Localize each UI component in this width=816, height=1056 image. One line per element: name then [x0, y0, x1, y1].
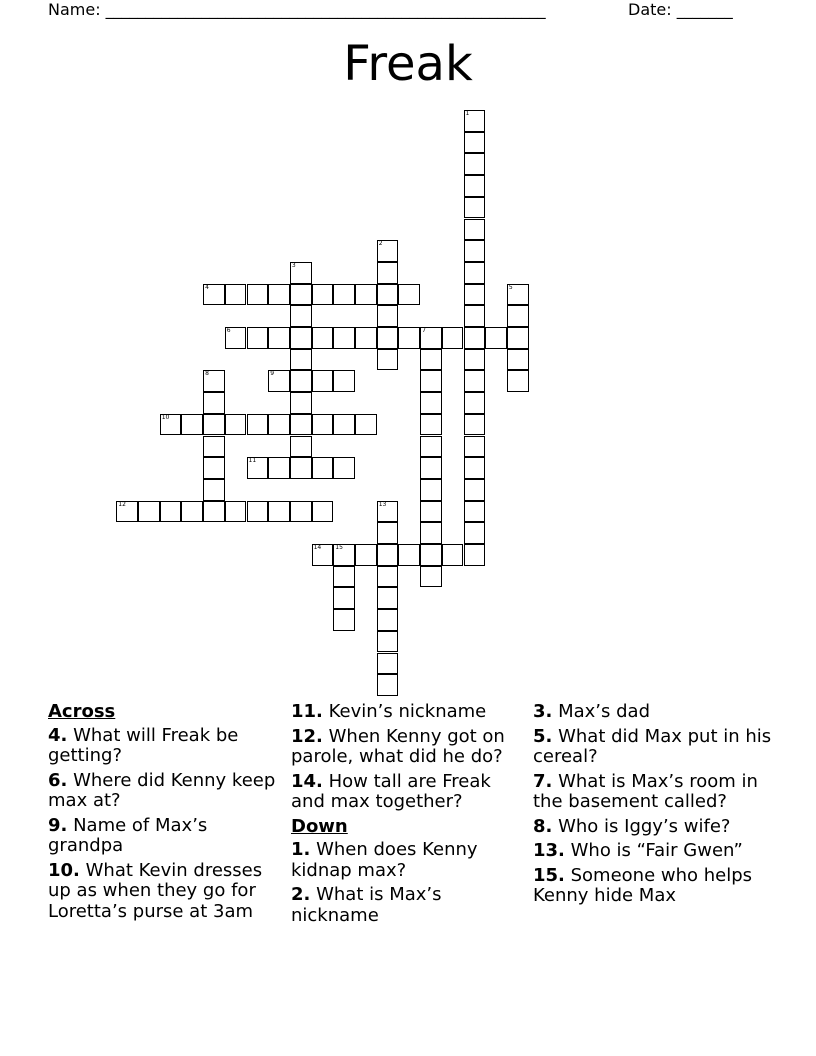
clue-text: Someone who helps Kenny hide Max [533, 864, 753, 906]
clue-number: 5. [533, 725, 553, 747]
grid-cell[interactable] [464, 544, 486, 566]
grid-cell[interactable] [442, 544, 464, 566]
cell-number: 15 [335, 544, 343, 551]
clue-text: How tall are Freak and max together? [291, 770, 491, 812]
grid-cell[interactable] [420, 457, 442, 479]
grid-cell[interactable] [225, 501, 247, 523]
grid-cell[interactable] [225, 284, 247, 306]
down-clue [533, 702, 773, 723]
grid-cell[interactable] [442, 327, 464, 349]
grid-cell[interactable] [333, 544, 355, 566]
grid-cell[interactable] [420, 327, 442, 349]
clue-number: 3. [533, 701, 553, 722]
clue-text: When Kenny got on parole, what did he do? [291, 725, 505, 767]
grid-cell[interactable] [420, 479, 442, 501]
grid-cell[interactable] [290, 436, 312, 458]
grid-cell[interactable] [116, 501, 138, 523]
clue-text: What Kevin dresses up as when they go for Loretta’s purse at 3am [48, 859, 263, 922]
grid-cell[interactable] [160, 501, 182, 523]
grid-cell[interactable] [333, 284, 355, 306]
clue-text: Who is Iggy’s wife? [552, 815, 731, 837]
down-clue [533, 727, 773, 768]
clues-column-2 [291, 702, 527, 930]
grid-cell[interactable] [333, 457, 355, 479]
down-clue [533, 817, 773, 838]
page-title: Freak [343, 36, 473, 92]
grid-cell[interactable] [203, 284, 225, 306]
cell-number: 9 [270, 370, 275, 378]
grid-cell[interactable] [507, 305, 529, 327]
grid-cell[interactable] [333, 566, 355, 588]
grid-cell[interactable] [464, 305, 486, 327]
across-clue [291, 727, 527, 768]
grid-cell[interactable] [247, 501, 269, 523]
grid-cell[interactable] [464, 132, 486, 154]
grid-cell[interactable] [464, 370, 486, 392]
clue-text: What will Freak be getting? [48, 724, 239, 766]
grid-cell[interactable] [247, 414, 269, 436]
grid-cell[interactable] [464, 240, 486, 262]
grid-cell[interactable] [203, 414, 225, 436]
grid-cell[interactable] [290, 457, 312, 479]
grid-cell[interactable] [464, 110, 486, 132]
down-heading: Down [291, 815, 348, 837]
grid-cell[interactable] [290, 414, 312, 436]
grid-cell[interactable] [377, 522, 399, 544]
down-clue [291, 885, 527, 926]
cell-number: 6 [226, 327, 231, 334]
grid-cell[interactable] [398, 327, 420, 349]
clue-number: 13. [533, 840, 565, 861]
grid-cell[interactable] [377, 240, 399, 262]
clue-number: 6. [48, 769, 68, 791]
grid-cell[interactable] [312, 544, 334, 566]
grid-cell[interactable] [355, 544, 377, 566]
grid-cell[interactable] [377, 501, 399, 523]
grid-cell[interactable] [464, 197, 486, 219]
grid-cell[interactable] [268, 457, 290, 479]
grid-cell[interactable] [464, 262, 486, 284]
clue-text: When does Kenny kidnap max? [291, 839, 478, 881]
clue-text: Who is “Fair Gwen” [564, 840, 743, 861]
across-clue [48, 771, 284, 812]
cell-number: 10 [161, 413, 170, 421]
grid-cell[interactable] [312, 414, 334, 436]
grid-cell[interactable] [203, 436, 225, 458]
grid-cell[interactable] [377, 305, 399, 327]
across-clue [291, 772, 527, 813]
cell-number: 4 [205, 283, 209, 291]
grid-cell[interactable] [464, 175, 486, 197]
clue-text: What did Max put in his cereal? [533, 725, 772, 767]
grid-cell[interactable] [268, 284, 290, 306]
grid-cell[interactable] [377, 544, 399, 566]
grid-cell[interactable] [290, 305, 312, 327]
grid-cell[interactable] [312, 457, 334, 479]
cell-number: 14 [313, 544, 322, 551]
clue-number: 2. [291, 884, 311, 905]
grid-cell[interactable] [420, 370, 442, 392]
grid-cell[interactable] [225, 327, 247, 349]
grid-cell[interactable] [464, 349, 486, 371]
cell-number: 8 [205, 370, 209, 378]
clue-number: 4. [48, 724, 68, 746]
grid-cell[interactable] [225, 414, 247, 436]
grid-cell[interactable] [203, 501, 225, 523]
grid-cell[interactable] [268, 414, 290, 436]
grid-cell[interactable] [312, 327, 334, 349]
grid-cell[interactable] [464, 479, 486, 501]
clues-column-1 [48, 702, 284, 926]
grid-cell[interactable] [377, 631, 399, 653]
grid-cell[interactable] [247, 457, 269, 479]
grid-cell[interactable] [420, 392, 442, 414]
grid-cell[interactable] [290, 349, 312, 371]
grid-cell[interactable] [333, 414, 355, 436]
grid-cell[interactable] [420, 522, 442, 544]
grid-cell[interactable] [464, 392, 486, 414]
grid-cell[interactable] [485, 327, 507, 349]
clue-text: Name of Max’s grandpa [48, 814, 208, 856]
grid-cell[interactable] [203, 392, 225, 414]
grid-cell[interactable] [464, 522, 486, 544]
clue-number: 14. [291, 770, 323, 792]
grid-cell[interactable] [377, 284, 399, 306]
clue-number: 11. [291, 701, 323, 722]
clue-number: 8. [533, 815, 553, 837]
grid-cell[interactable] [355, 414, 377, 436]
clue-text: Kevin’s nickname [322, 701, 487, 722]
grid-cell[interactable] [377, 327, 399, 349]
grid-cell[interactable] [420, 544, 442, 566]
grid-cell[interactable] [203, 479, 225, 501]
cell-number: 7 [422, 327, 426, 334]
cell-number: 1 [465, 110, 470, 117]
across-clue [48, 726, 284, 767]
grid-cell[interactable] [312, 501, 334, 523]
clue-number: 15. [533, 864, 565, 886]
cell-number: 5 [508, 283, 513, 291]
grid-cell[interactable] [290, 392, 312, 414]
grid-cell[interactable] [290, 262, 312, 284]
down-clue [533, 772, 773, 813]
grid-cell[interactable] [464, 284, 486, 306]
cell-number: 12 [118, 500, 126, 508]
grid-cell[interactable] [507, 327, 529, 349]
grid-cell[interactable] [507, 349, 529, 371]
grid-cell[interactable] [377, 262, 399, 284]
grid-cell[interactable] [377, 674, 399, 696]
clue-text: What is Max’s room in the basement called? [533, 770, 758, 812]
grid-cell[interactable] [464, 327, 486, 349]
clues-column-3 [533, 702, 773, 911]
grid-cell[interactable] [268, 327, 290, 349]
grid-cell[interactable] [333, 370, 355, 392]
clue-text: What is Max’s nickname [291, 884, 442, 926]
grid-cell[interactable] [290, 327, 312, 349]
cell-number: 11 [248, 457, 257, 465]
grid-cell[interactable] [420, 349, 442, 371]
down-clue [533, 841, 773, 862]
grid-cell[interactable] [420, 414, 442, 436]
grid-cell[interactable] [464, 153, 486, 175]
grid-cell[interactable] [377, 349, 399, 371]
cell-number: 3 [291, 261, 296, 269]
grid-cell[interactable] [377, 609, 399, 631]
grid-cell[interactable] [333, 609, 355, 631]
across-heading: Across [48, 701, 116, 722]
down-clue [291, 840, 527, 881]
grid-cell[interactable] [268, 501, 290, 523]
grid-cell[interactable] [355, 284, 377, 306]
clue-number: 1. [291, 839, 311, 860]
grid-cell[interactable] [181, 501, 203, 523]
grid-cell[interactable] [268, 370, 290, 392]
across-clue [291, 702, 527, 723]
clue-number: 10. [48, 859, 80, 881]
grid-cell[interactable] [464, 501, 486, 523]
grid-cell[interactable] [420, 501, 442, 523]
grid-cell[interactable] [247, 284, 269, 306]
grid-cell[interactable] [181, 414, 203, 436]
cell-number: 13 [378, 500, 387, 508]
grid-cell[interactable] [464, 457, 486, 479]
grid-cell[interactable] [507, 284, 529, 306]
across-clue [48, 816, 284, 857]
grid-cell[interactable] [507, 370, 529, 392]
clue-number: 7. [533, 770, 553, 792]
grid-cell[interactable] [420, 566, 442, 588]
grid-cell[interactable] [333, 587, 355, 609]
grid-cell[interactable] [138, 501, 160, 523]
grid-cell[interactable] [247, 327, 269, 349]
grid-cell[interactable] [377, 566, 399, 588]
grid-cell[interactable] [203, 457, 225, 479]
clue-text: Where did Kenny keep max at? [48, 769, 276, 811]
grid-cell[interactable] [290, 370, 312, 392]
grid-cell[interactable] [290, 284, 312, 306]
grid-cell[interactable] [333, 327, 355, 349]
down-clue [533, 866, 773, 907]
across-clue [48, 861, 284, 923]
grid-cell[interactable] [420, 436, 442, 458]
grid-cell[interactable] [377, 587, 399, 609]
grid-cell[interactable] [203, 370, 225, 392]
clue-number: 12. [291, 725, 323, 747]
grid-cell[interactable] [290, 501, 312, 523]
clue-text: Max’s dad [552, 701, 651, 722]
grid-cell[interactable] [464, 414, 486, 436]
name-field[interactable]: Name: _______________________________________________________ [48, 0, 546, 19]
grid-cell[interactable] [312, 284, 334, 306]
grid-cell[interactable] [312, 370, 334, 392]
clue-number: 9. [48, 814, 68, 836]
grid-cell[interactable] [355, 327, 377, 349]
grid-cell[interactable] [464, 436, 486, 458]
grid-cell[interactable] [398, 544, 420, 566]
grid-cell[interactable] [160, 414, 182, 436]
grid-cell[interactable] [377, 653, 399, 675]
date-field[interactable]: Date: _______ [628, 0, 733, 19]
grid-cell[interactable] [464, 219, 486, 241]
grid-cell[interactable] [398, 284, 420, 306]
cell-number: 2 [378, 240, 383, 248]
